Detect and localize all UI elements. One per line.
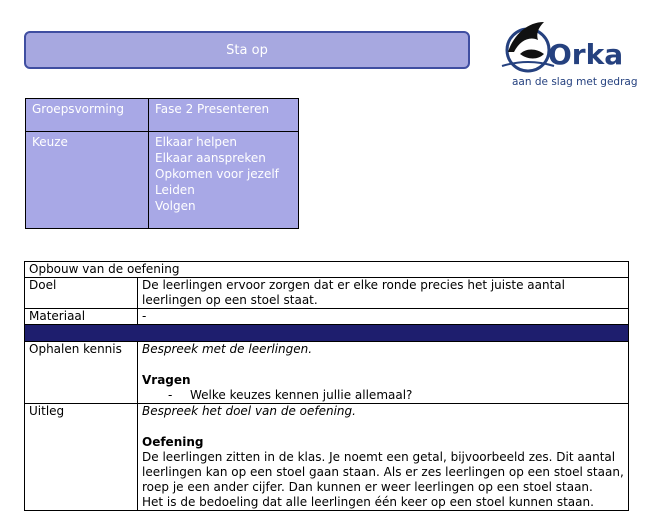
info-row-keuze (26, 132, 299, 229)
row-content (138, 404, 629, 511)
keuze-item: Volgen (155, 199, 196, 213)
paragraph-line: Het is de bedoeling dat alle leerlingen één keer op een stoel kunnen staan. (142, 495, 594, 509)
svg-text:Orka: Orka (548, 38, 624, 71)
info-row-groepsvorming (26, 99, 299, 132)
bullet-item (142, 388, 624, 403)
info-label: Keuze (26, 132, 149, 229)
bullet-text: Welke keuzes kennen jullie allemaal? (190, 388, 413, 402)
row-text: - (138, 309, 629, 325)
keuze-item: Elkaar helpen (155, 135, 238, 149)
exercise-table (24, 261, 629, 511)
keuze-item: Leiden (155, 183, 195, 197)
paragraph-line: leerlingen kan op een stoel gaan staan. Als er zes leerlingen op een stoel staan, (142, 465, 624, 479)
row-intro: Bespreek met de leerlingen. (142, 342, 313, 356)
info-value-list (149, 132, 299, 229)
info-value: Fase 2 Presenteren (149, 99, 299, 132)
info-table (25, 98, 299, 229)
table-row-uitleg (25, 404, 629, 511)
logo-tagline: aan de slag met gedrag (512, 76, 638, 88)
row-intro: Bespreek het doel van de oefening. (142, 404, 356, 418)
section-heading: Oefening (142, 435, 204, 449)
table-row-doel (25, 278, 629, 309)
row-content (138, 342, 629, 404)
row-label: Uitleg (25, 404, 138, 511)
table-header-row (25, 262, 629, 278)
table-row-materiaal (25, 309, 629, 325)
exercise-title: Sta op (24, 31, 470, 69)
divider-bar (25, 325, 629, 342)
keuze-item: Elkaar aanspreken (155, 151, 266, 165)
orka-logo (490, 14, 640, 96)
row-label: Ophalen kennis (25, 342, 138, 404)
table-row-ophalen-kennis (25, 342, 629, 404)
orca-icon (490, 14, 640, 76)
row-text: De leerlingen ervoor zorgen dat er elke ronde precies het juiste aantal leerlingen op een stoel staat. (138, 278, 629, 309)
row-label: Doel (25, 278, 138, 309)
section-heading: Vragen (142, 373, 191, 387)
divider-row (25, 325, 629, 342)
table-header: Opbouw van de oefening (25, 262, 629, 278)
keuze-item: Opkomen voor jezelf (155, 167, 279, 181)
paragraph-line: roep je een ander cijfer. Dan kunnen er weer leerlingen op een stoel staan. (142, 480, 593, 494)
paragraph-line: De leerlingen zitten in de klas. Je noemt een getal, bijvoorbeeld zes. Dit aantal (142, 450, 616, 464)
bullet-dash: - (168, 388, 173, 402)
info-label: Groepsvorming (26, 99, 149, 132)
row-label: Materiaal (25, 309, 138, 325)
